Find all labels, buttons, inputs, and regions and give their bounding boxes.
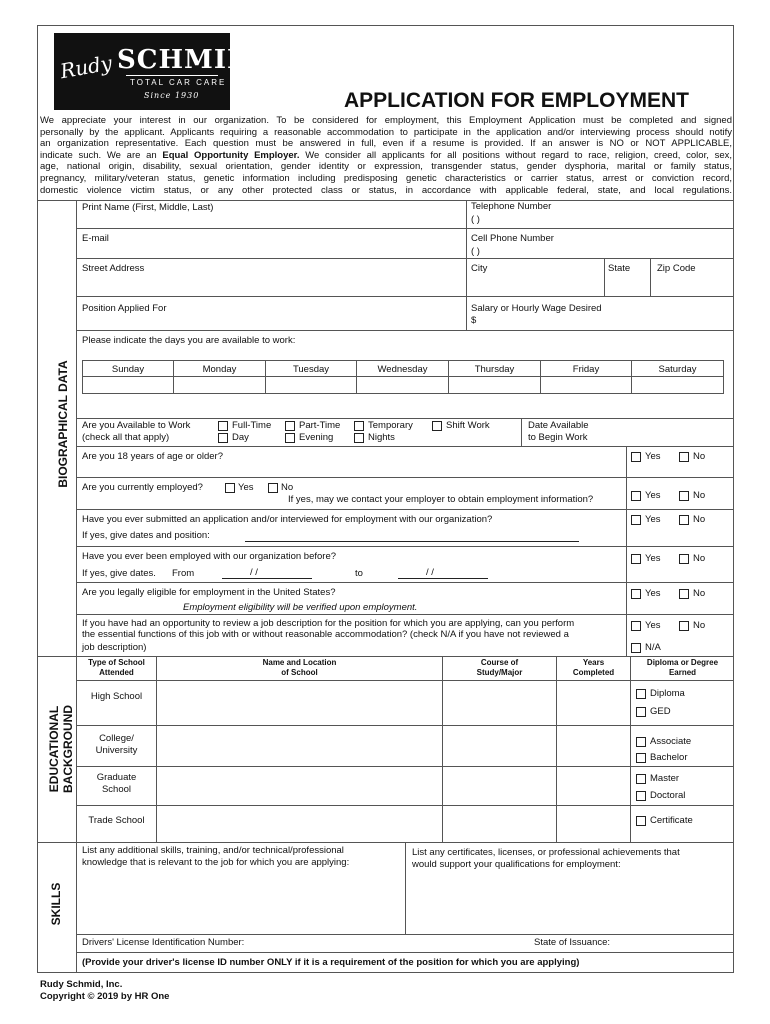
college-name-field[interactable] — [158, 727, 441, 765]
state-of-issuance-field[interactable] — [620, 936, 730, 950]
divider — [76, 477, 734, 478]
col-header-years: Years — [582, 658, 605, 667]
col-header-name-2: of School — [281, 668, 318, 677]
bachelor-checkbox[interactable] — [636, 753, 646, 763]
no-label: No — [693, 553, 706, 564]
no-label: No — [281, 482, 294, 493]
intro-paragraph — [40, 115, 732, 201]
skills-prompt-2: knowledge that is relevant to the job for which you are applying: — [82, 857, 350, 868]
state-of-issuance-label: State of Issuance: — [534, 937, 611, 948]
submitted-no-checkbox[interactable] — [679, 515, 689, 525]
divider — [556, 656, 557, 842]
divider — [76, 582, 734, 583]
graduate-name-field[interactable] — [158, 768, 441, 804]
contact-employer-question: If yes, may we contact your employer to obtain employment information? — [288, 494, 594, 505]
divider — [76, 766, 734, 767]
divider — [630, 656, 631, 842]
intro-line: We appreciate your interest in our organization. To be considered for employment, this Employment Application must be completed and signed — [40, 115, 732, 126]
submitted-dates-field[interactable] — [245, 541, 579, 542]
day-cell-wednesday[interactable] — [357, 377, 448, 392]
col-header-diploma: Diploma or Degree — [646, 658, 719, 667]
intro-line: personally by the applicant. Applicants requiring a reasonable accommodation to participate in the application and/or interviewing process should notify — [40, 126, 732, 138]
divider — [723, 360, 724, 393]
yes-label: Yes — [645, 490, 661, 501]
certificate-label: Certificate — [650, 815, 693, 826]
day-header-wednesday: Wednesday — [377, 364, 428, 375]
divider — [521, 418, 522, 446]
cell-phone-field[interactable]: ( ) — [471, 246, 480, 257]
certificates-textarea[interactable] — [410, 874, 730, 932]
street-address-label: Street Address — [82, 263, 145, 274]
cell-phone-label: Cell Phone Number — [471, 233, 554, 244]
age-yes-checkbox[interactable] — [631, 452, 641, 462]
doctoral-checkbox[interactable] — [636, 791, 646, 801]
intro-line — [40, 150, 732, 162]
employed-yes-checkbox[interactable] — [225, 483, 235, 493]
divider — [82, 360, 724, 361]
company-logo — [54, 33, 251, 110]
eligible-no-checkbox[interactable] — [679, 589, 689, 599]
age-no-checkbox[interactable] — [679, 452, 689, 462]
age-question: Are you 18 years of age or older? — [82, 451, 224, 462]
to-label: to — [355, 568, 363, 579]
email-field[interactable] — [78, 244, 464, 257]
temporary-checkbox[interactable] — [354, 421, 364, 431]
job-description-question: If you have had an opportunity to review a job description for the position for which you are applying, can you perform — [82, 618, 575, 629]
school-type-graduate: Graduate — [96, 772, 137, 783]
no-label: No — [693, 490, 706, 501]
state-label: State — [608, 263, 631, 274]
section-label-line: BACKGROUND — [61, 705, 75, 793]
employed-before-dates-label: If yes, give dates. — [82, 568, 156, 579]
nights-checkbox[interactable] — [354, 433, 364, 443]
divider — [76, 614, 734, 615]
high-school-name-field[interactable] — [158, 682, 441, 724]
intro-line: an organization representative. Each question must be answered in full, even if a resume is provided. If an answer is NO or NOT APPLICABLE, — [40, 138, 732, 150]
divider — [76, 934, 734, 935]
school-type-college-2: University — [95, 745, 138, 756]
col-header-course-2: Study/Major — [476, 668, 523, 677]
job-description-question-2: the essential functions of this job with or without reasonable accommodation? (check N/A if you have not reviewed a — [82, 629, 569, 640]
divider — [76, 805, 734, 806]
logo-tagline: TOTAL CAR CARE — [130, 78, 227, 87]
eligible-yes-checkbox[interactable] — [631, 589, 641, 599]
nights-label: Nights — [368, 432, 395, 443]
day-header-monday: Monday — [202, 364, 237, 375]
evening-checkbox[interactable] — [285, 433, 295, 443]
telephone-label: Telephone Number — [471, 201, 552, 212]
divider — [76, 228, 734, 229]
yes-label: Yes — [645, 588, 661, 599]
salary-label: Salary or Hourly Wage Desired — [471, 303, 602, 314]
logo-brand: SCHMID — [117, 45, 251, 75]
days-prompt: Please indicate the days you are available to work: — [82, 335, 296, 346]
divider — [37, 842, 734, 843]
position-label: Position Applied For — [82, 303, 167, 314]
employed-no-checkbox[interactable] — [268, 483, 278, 493]
school-type-college: College/ — [99, 733, 134, 744]
employed-before-yes-checkbox[interactable] — [631, 554, 641, 564]
drivers-license-note: (Provide your driver's license ID number ONLY if it is a requirement of the position for which you are applying) — [82, 957, 580, 968]
day-cell-saturday[interactable] — [632, 377, 723, 392]
date-available-label: Date Available — [528, 420, 589, 431]
full-time-checkbox[interactable] — [218, 421, 228, 431]
yes-label: Yes — [238, 482, 254, 493]
eoe-statement: Equal Opportunity Employer. — [162, 149, 300, 161]
section-label-educational — [47, 684, 75, 814]
divider — [76, 446, 734, 447]
divider — [82, 393, 724, 394]
intro-line: age, national origin, disability, sexual orientation, gender identity or expression, transgender status, gender dysphoria, marital or family status, — [40, 161, 732, 173]
to-date-field[interactable]: / / — [426, 567, 434, 578]
job-description-no-checkbox[interactable] — [679, 621, 689, 631]
school-type-trade: Trade School — [88, 815, 145, 826]
submitted-dates-label: If yes, give dates and position: — [82, 530, 210, 541]
job-description-na-checkbox[interactable] — [631, 643, 641, 653]
telephone-field[interactable]: ( ) — [471, 214, 480, 225]
day-cell-thursday[interactable] — [449, 377, 540, 392]
divider — [76, 680, 734, 681]
zip-code-label: Zip Code — [657, 263, 696, 274]
footer-copyright: Copyright © 2019 by HR One — [40, 991, 170, 1002]
divider — [76, 258, 734, 259]
associate-label: Associate — [650, 736, 692, 747]
intro-line: domestic violence victim status, or any other protected class or status, in accordance with applicable federal, state, and local regulations. — [40, 184, 732, 196]
print-name-field[interactable] — [78, 214, 464, 227]
certificate-checkbox[interactable] — [636, 816, 646, 826]
trade-school-name-field[interactable] — [158, 807, 441, 841]
divider — [442, 656, 443, 842]
divider — [37, 200, 734, 201]
submitted-yes-checkbox[interactable] — [631, 515, 641, 525]
no-label: No — [693, 588, 706, 599]
no-label: No — [693, 514, 706, 525]
associate-checkbox[interactable] — [636, 737, 646, 747]
salary-field[interactable]: $ — [471, 315, 477, 326]
certificates-prompt: List any certificates, licenses, or professional achievements that — [412, 847, 680, 858]
divider — [626, 446, 627, 656]
job-description-yes-checkbox[interactable] — [631, 621, 641, 631]
section-label-line: EDUCATIONAL — [47, 705, 61, 793]
city-label: City — [471, 263, 488, 274]
yes-label: Yes — [645, 514, 661, 525]
divider — [650, 258, 651, 296]
print-name-label: Print Name (First, Middle, Last) — [82, 202, 214, 213]
col-header-type-2: Attended — [99, 668, 134, 677]
date-available-label-2: to Begin Work — [528, 432, 588, 443]
drivers-license-label: Drivers' License Identification Number: — [82, 937, 245, 948]
part-time-label: Part-Time — [299, 420, 341, 431]
divider — [466, 200, 467, 330]
divider — [76, 546, 734, 547]
day-cell-sunday[interactable] — [83, 377, 173, 392]
employed-before-no-checkbox[interactable] — [679, 554, 689, 564]
submitted-question: Have you ever submitted an application and/or interviewed for employment with our organization? — [82, 514, 493, 525]
no-label: No — [693, 451, 706, 462]
from-date-field[interactable]: / / — [250, 567, 258, 578]
intro-line-4a: indicate such. We are an — [40, 149, 163, 161]
intro-line: pregnancy, military/veteran status, genetic information including predisposing genetic characteristics or carrier status, arrest or conviction record, — [40, 172, 732, 184]
divider — [156, 656, 157, 842]
job-description-question-3: job description) — [82, 642, 147, 653]
na-label: N/A — [645, 642, 661, 653]
logo-rule — [126, 75, 218, 76]
drivers-license-field[interactable] — [258, 936, 518, 950]
yes-label: Yes — [645, 451, 661, 462]
from-label: From — [172, 568, 195, 579]
divider — [76, 418, 734, 419]
day-header-thursday: Thursday — [474, 364, 515, 375]
ged-checkbox[interactable] — [636, 707, 646, 717]
section-column-divider — [76, 200, 77, 973]
footer-company: Rudy Schmid, Inc. — [40, 979, 123, 990]
day-cell-tuesday[interactable] — [266, 377, 356, 392]
skills-prompt: List any additional skills, training, and/or technical/professional — [82, 845, 344, 856]
col-header-years-2: Completed — [572, 668, 615, 677]
col-header-diploma-2: Earned — [668, 668, 697, 677]
divider — [405, 842, 406, 934]
yes-label: Yes — [645, 553, 661, 564]
email-label: E-mail — [82, 233, 109, 244]
availability-label: Are you Available to Work — [82, 420, 191, 431]
from-date-underline — [222, 578, 312, 579]
street-address-field[interactable] — [78, 276, 464, 294]
school-type-high-school: High School — [90, 691, 143, 702]
master-label: Master — [650, 773, 680, 784]
shift-work-checkbox[interactable] — [432, 421, 442, 431]
divider — [604, 258, 605, 296]
col-header-name: Name and Location — [262, 658, 337, 667]
col-header-type: Type of School — [88, 658, 145, 667]
day-header-sunday: Sunday — [111, 364, 145, 375]
intro-line-4c: We consider all applicants for all positions without regard to race, religion, creed, color, sex, — [299, 149, 732, 161]
logo-script: Rudy — [58, 50, 114, 84]
contact-yes-checkbox[interactable] — [631, 491, 641, 501]
doctoral-label: Doctoral — [650, 790, 686, 801]
bachelor-label: Bachelor — [650, 752, 688, 763]
skills-textarea[interactable] — [80, 872, 402, 932]
ged-label: GED — [650, 706, 671, 717]
divider — [76, 330, 734, 331]
day-cell-monday[interactable] — [174, 377, 265, 392]
divider — [76, 296, 734, 297]
diploma-checkbox[interactable] — [636, 689, 646, 699]
page-title: APPLICATION FOR EMPLOYMENT — [344, 89, 689, 112]
employed-question: Are you currently employed? — [82, 482, 203, 493]
temporary-label: Temporary — [368, 420, 413, 431]
school-type-graduate-2: School — [101, 784, 132, 795]
to-date-underline — [398, 578, 488, 579]
position-field[interactable] — [78, 315, 464, 329]
day-header-saturday: Saturday — [658, 364, 697, 375]
availability-hint: (check all that apply) — [82, 432, 170, 443]
section-label-skills: SKILLS — [49, 882, 63, 926]
shift-work-label: Shift Work — [446, 420, 490, 431]
evening-label: Evening — [299, 432, 334, 443]
part-time-checkbox[interactable] — [285, 421, 295, 431]
contact-no-checkbox[interactable] — [679, 491, 689, 501]
divider — [76, 952, 734, 953]
employed-before-question: Have you ever been employed with our organization before? — [82, 551, 337, 562]
master-checkbox[interactable] — [636, 774, 646, 784]
day-label: Day — [232, 432, 249, 443]
eligibility-question: Are you legally eligible for employment in the United States? — [82, 587, 336, 598]
logo-since: Since 1930 — [144, 91, 200, 100]
day-header-tuesday: Tuesday — [292, 364, 330, 375]
day-checkbox[interactable] — [218, 433, 228, 443]
divider — [76, 509, 734, 510]
eligibility-note: Employment eligibility will be verified upon employment. — [183, 602, 418, 613]
day-cell-friday[interactable] — [541, 377, 631, 392]
section-label-biographical: BIOGRAPHICAL DATA — [56, 360, 70, 488]
col-header-course: Course of — [480, 658, 519, 667]
no-label: No — [693, 620, 706, 631]
divider — [76, 725, 734, 726]
full-time-label: Full-Time — [232, 420, 272, 431]
yes-label: Yes — [645, 620, 661, 631]
certificates-prompt-2: would support your qualifications for employment: — [412, 859, 621, 870]
diploma-label: Diploma — [650, 688, 685, 699]
day-header-friday: Friday — [572, 364, 600, 375]
